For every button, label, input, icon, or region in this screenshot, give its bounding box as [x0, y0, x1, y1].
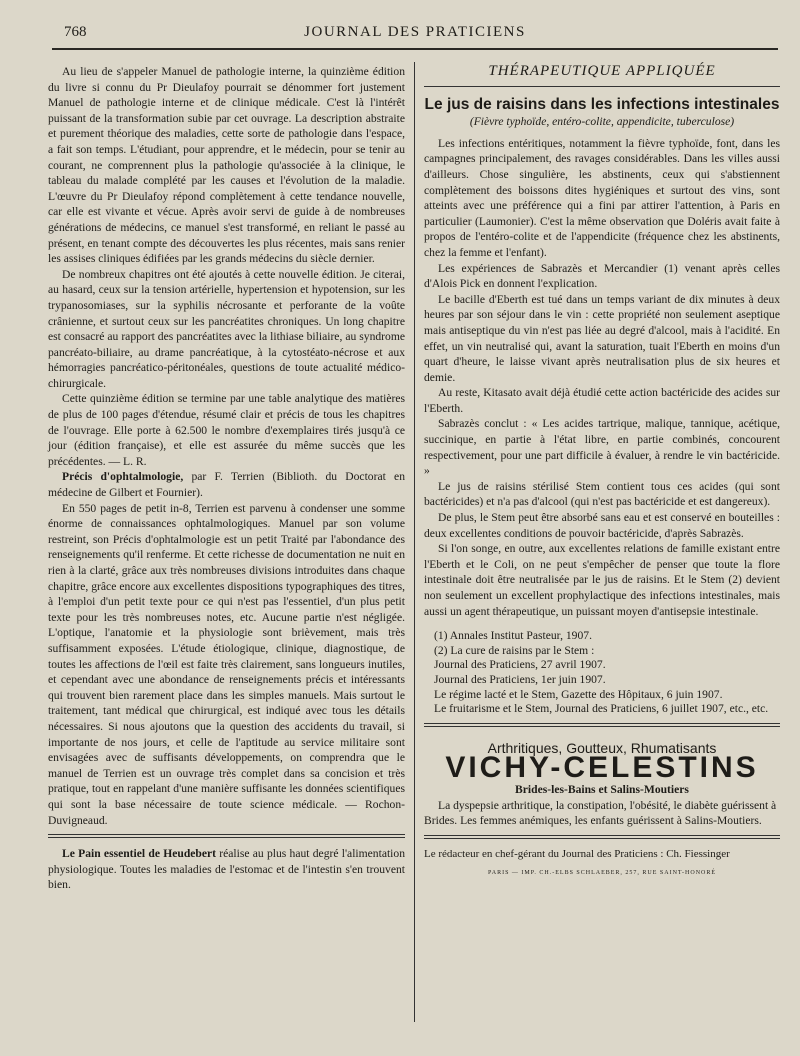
divider	[424, 723, 780, 727]
footnotes	[424, 629, 780, 717]
article-paragraph: Le jus de raisins stérilisé Stem contient tous ces acides (qui sont bactéricides) et n'a pas d'alcool (qui n'est pas bactéricide et est dangereux).	[424, 479, 780, 509]
footnote: (2) La cure de raisins par le Stem :	[434, 643, 595, 657]
article-subtitle: (Fièvre typhoïde, entéro-colite, appendicite, tuberculose)	[469, 115, 735, 129]
editor-line: Le rédacteur en chef-gérant du Journal des Praticiens : Ch. Fiessinger	[424, 847, 730, 860]
heudebert-notice	[48, 846, 405, 893]
article-paragraph: Sabrazès conclut : « Les acides tartrique, malique, tannique, acétique, succinique, en partie à l'état libre, en partie combinés, concourent respectivement, pour une part difficile à évaluer, à rendre le vin bactéricide. »	[424, 417, 780, 478]
footnote: Journal des Praticiens, 1er juin 1907.	[434, 672, 606, 686]
right-column	[424, 64, 780, 882]
heudebert-lead: Le Pain essentiel de Heudebert	[62, 847, 217, 861]
article-paragraph: Le bacille d'Eberth est tué dans un temps variant de dix minutes à deux heures par son séjour dans le vin : cette propriété non seulement aseptique mais antiseptique du vin n'est pas liée au degré d'alcool, mais à l'acidité. En effet, un vin neutralisé qui, avant la saturation, tuait l'Eberth en moins d'un quart d'heure, le laisse vivant après neutralisation plus de six heures et demie.	[424, 292, 780, 384]
review-terrien-attribution: par F. Terrien (Biblioth. du Doctorat en médecine de Gilbert et Fournier).	[48, 470, 405, 500]
advertisement-vichy	[424, 741, 780, 829]
review-terrien-paragraph: En 550 pages de petit in-8, Terrien est parvenu à condenser une somme énorme de connaissances ophtalmologiques. Manuel par son volume restreint, son Précis d'ophtalmologie est un petit Traité par l'abondance des renseignements qu'il renferme. Et cette richesse de documentation ne nuit en rien à la clarté, grâce aux très nombreuses divisions introduites dans chaque chapitre, grâce encore aux excellentes dispositions typographiques des titres, à l'emploi d'un petit texte pour ce qui n'est pas l'essentiel, d'un plus petit texte pour les très nombreuses notes, etc. Aucune partie n'est négligée. L'optique, l'anatomie et la physiologie sont brièvement, mais très suffisamment exposées. L'étude étiologique, clinique, diagnostique, de toutes les affections de l'œil est faite très clairement, sans longueurs inutiles, et cependant avec une abondance de renseignements précis et intéressants qui trouvent bien rarement place dans les simples manuels. Mais surtout le traitement, tant médical que chirurgical, est indiqué avec tous les détails nécessaires. Si nous ajoutons que la question des accidents du travail, si importante de nos jours, et celle de l'aptitude au service militaire sont envisagées avec de suffisants développements, on comprendra que le manuel de Terrien est un ouvrage très complet dans sa concision et très pratique, tout en rappelant d'une manière suffisante les données scientifiques qui sont la base nécessaire de toute science médicale. — Rochon-Duvigneaud.	[48, 501, 405, 827]
article-paragraph: Les expériences de Sabrazès et Mercandier (1) venant après celles d'Alois Pick en donnent l'explication.	[424, 261, 780, 291]
article-paragraph: Les infections entéritiques, notamment la fièvre typhoïde, font, dans les campagnes principalement, des ravages considérables. Dans les villes aussi d'ailleurs. Chose singulière, les abstinents, ceux qui s'abstiennent complètement des boissons dites hygiéniques et surtout des vins, sont atteints avec une préférence qui a fini par attirer l'attention, à Paris en particulier (Laumonier). C'est la même observation que Doléris avait faite à propos de l'entéro-colite et de l'appendicite (fréquence chez les abstinents, chez la femme et l'enfant).	[424, 136, 780, 259]
divider	[424, 835, 780, 839]
review-dieulafoy-paragraph: Au lieu de s'appeler Manuel de pathologie interne, la quinzième édition du livre si connu du Pr Dieulafoy pourrait se dénommer fort justement Manuel de pathologie interne et de clinique médicale. C'est là l'intérêt puissant de la transformation subie par cet ouvrage. La description abstraite et purement théorique des maladies, cette sorte de pathologie dans l'espace, a fait son temps. L'étudiant, pour apprendre, et le médecin, pour se tenir au courant, ne comprennent plus la pathologie qu'associée à la clinique, le tableau du malade complété par les causes et l'évolution de la maladie. L'œuvre du Pr Dieulafoy répond complètement à cette tendance nouvelle, car elle est vivante et vécue. Après avoir servi de guide à de nombreuses générations de médecins, ce manuel s'est transformé, en reliant le passé au présent, en tenant compte des découvertes les plus récentes, mais sans renier les assises cliniques édifiées par les grands médecins du siècle dernier.	[48, 65, 405, 266]
page-number: 768	[64, 24, 87, 40]
page-header	[52, 18, 778, 50]
article-paragraph: Si l'on songe, en outre, aux excellentes relations de famille existant entre l'Eberth et le Coli, on ne peut s'empêcher de penser que toute la flore intestinale doit être neutralisée par le jus de raisins. Et le Stem (2) devient non seulement un excellent prophylactique des infections intestinales, mais aussi un agent thérapeutique, un puissant moyen d'antisepsie intestinale.	[424, 542, 780, 618]
review-dieulafoy-paragraph-3: Cette quinzième édition se termine par une table analytique des matières de plus de 100 pages d'étendue, résumé clair et précis de tous les chapitres de l'ouvrage. Elle porte à 62.500 le nombre d'exemplaires tirés jusqu'à ce jour (édition française), et elle est assurée du même succès que les précédentes. — L. R.	[48, 392, 405, 468]
footnote: (1) Annales Institut Pasteur, 1907.	[434, 629, 592, 643]
article-paragraph: Au reste, Kitasato avait déjà étudié cette action bactéricide des acides sur l'Eberth.	[424, 386, 780, 415]
printer-line: PARIS — IMP. CH.-ELBS SCHLAEBER, 257, RUE SAINT-HONORÉ	[487, 870, 717, 877]
article-paragraph: De plus, le Stem peut être absorbé sans eau et est conservé en bouteilles : deux excellentes conditions de pouvoir bactéricide, d'après Sabrazès.	[424, 511, 780, 540]
left-column	[48, 64, 405, 893]
article-title: Le jus de raisins dans les infections intestinales	[424, 95, 780, 113]
column-divider	[414, 62, 415, 1022]
footnote: Le régime lacté et le Stem, Gazette des Hôpitaux, 6 juin 1907.	[434, 687, 723, 701]
review-dieulafoy-paragraph-2: De nombreux chapitres ont été ajoutés à cette nouvelle édition. Je citerai, au hasard, ceux sur la tension artérielle, hypertension et hypotension, sur les trypanosomiases, sur la syphilis nécrosante et perforante de la voûte crânienne, et surtout ceux sur les pancréatites chroniques. Un long chapitre est consacré au rapport des pancréatites avec la lithiase biliaire, au syndrome pancréato-biliaire, au drame pancréatique, à la cytostéato-nécrose et aux hémorragies pancréatico-péritonéales, questions de toute actualité médico-chirurgicale.	[48, 267, 405, 390]
section-title: THÉRAPEUTIQUE APPLIQUÉE	[488, 63, 716, 79]
divider	[424, 86, 780, 87]
review-terrien-title: Précis d'ophtalmologie,	[62, 470, 184, 484]
review-terrien-heading	[48, 469, 405, 500]
journal-title: JOURNAL DES PRATICIENS	[304, 24, 526, 40]
heudebert-text: réalise au plus haut degré l'alimentation physiologique. Toutes les maladies de l'estomac et de l'intestin s'en trouvent bien.	[48, 847, 405, 892]
divider	[48, 834, 405, 838]
footnote: Journal des Praticiens, 27 avril 1907.	[434, 658, 606, 672]
footnote: Le fruitarisme et le Stem, Journal des Praticiens, 6 juillet 1907, etc., etc.	[434, 702, 769, 716]
ad-subtitle: Brides-les-Bains et Salins-Moutiers	[515, 782, 689, 796]
ad-brand: VICHY-CELESTINS	[445, 751, 759, 785]
ad-text: La dyspepsie arthritique, la constipation, l'obésité, le diabète guérissent à Brides. Les femmes anémiques, les enfants guérissent à Salins-Moutiers.	[424, 798, 777, 828]
ad-tagline: Arthritiques, Goutteux, Rhumatisants	[487, 739, 717, 756]
